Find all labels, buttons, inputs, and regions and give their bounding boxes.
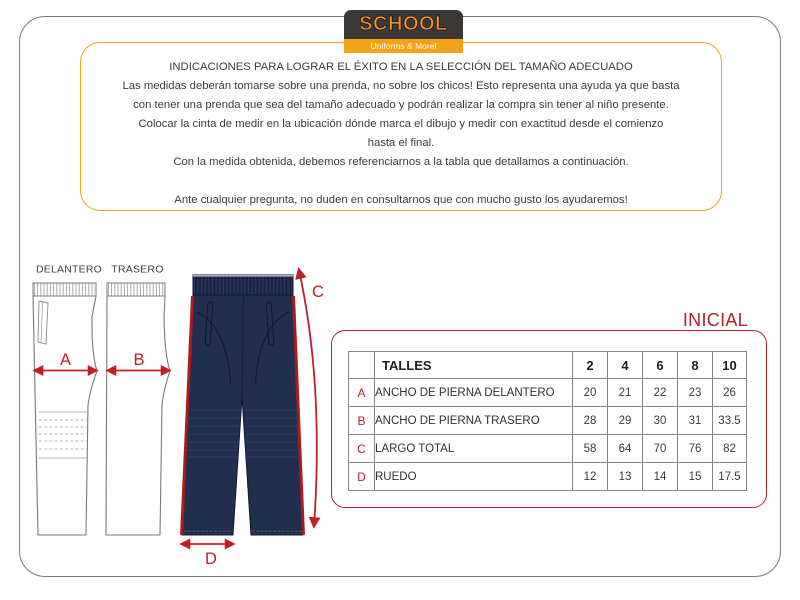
size-table-header-row <box>349 352 747 379</box>
instructions-line: hasta el final. <box>367 137 435 149</box>
row-value: 26 <box>713 379 747 407</box>
row-label: RUEDO <box>375 463 573 491</box>
table-row <box>349 407 747 435</box>
instructions-line: Las medidas deberán tomarse sobre una prenda, no sobre los chicos! Esto representa una ayuda ya que basta <box>122 80 680 92</box>
instructions-line: Colocar la cinta de medir en la ubicación dónde marca el dibujo y medir con exactitud desde el comienzo <box>138 118 664 130</box>
row-label: ANCHO DE PIERNA DELANTERO <box>375 379 573 407</box>
instructions-footer: Ante cualquier pregunta, no duden en consultarnos que con mucho gusto los ayudaremos! <box>174 194 628 206</box>
measure-label-c: C <box>312 283 324 301</box>
front-pocket-detail <box>38 301 48 344</box>
front-diagram-label: DELANTERO <box>36 263 102 276</box>
table-row <box>349 463 747 491</box>
header-corner-cell <box>349 352 375 379</box>
row-value: 21 <box>608 379 643 407</box>
school-logo <box>344 10 463 53</box>
row-key: D <box>349 463 375 491</box>
row-value: 15 <box>678 463 713 491</box>
header-size-cell: 2 <box>573 352 608 379</box>
back-diagram-label: TRASERO <box>111 263 164 276</box>
measure-label-a: A <box>59 351 72 369</box>
instructions-title: INDICACIONES PARA LOGRAR EL ÉXITO EN LA SELECCIÓN DEL TAMAÑO ADECUADO <box>169 61 633 73</box>
row-value: 70 <box>643 435 678 463</box>
row-key: A <box>349 379 375 407</box>
instructions-line: Con la medida obtenida, debemos referenciarnos a la tabla que detallamos a continuación. <box>173 156 629 168</box>
row-label: ANCHO DE PIERNA TRASERO <box>375 407 573 435</box>
pants-waistband <box>193 275 293 295</box>
row-value: 23 <box>678 379 713 407</box>
row-value: 13 <box>608 463 643 491</box>
row-key: C <box>349 435 375 463</box>
size-table <box>348 351 747 491</box>
instructions-line: con tener una prenda que sea del tamaño adecuado y podrán realizar la compra sin tener al niño presente. <box>133 99 669 111</box>
row-label: LARGO TOTAL <box>375 435 573 463</box>
row-value: 82 <box>713 435 747 463</box>
row-value: 76 <box>678 435 713 463</box>
row-value: 58 <box>573 435 608 463</box>
navy-pants-illustration <box>182 275 304 535</box>
section-title-inicial: INICIAL <box>682 310 748 330</box>
header-size-cell: 10 <box>713 352 747 379</box>
instructions-box <box>80 42 722 211</box>
row-value: 31 <box>678 407 713 435</box>
front-leg-drawing <box>33 283 97 535</box>
table-row <box>349 435 747 463</box>
logo-tagline-bar <box>344 39 463 53</box>
back-leg-drawing <box>106 283 170 535</box>
row-value: 22 <box>643 379 678 407</box>
header-talles-cell: TALLES <box>375 352 573 379</box>
row-value: 12 <box>573 463 608 491</box>
header-size-cell: 4 <box>608 352 643 379</box>
measure-arrow-d <box>182 544 233 568</box>
header-size-cell: 6 <box>643 352 678 379</box>
instructions-spacer <box>89 172 713 191</box>
pants-measurement-diagram <box>20 255 340 575</box>
row-value: 17.5 <box>713 463 747 491</box>
row-value: 20 <box>573 379 608 407</box>
measure-label-b: B <box>133 351 145 369</box>
measure-label-d: D <box>205 550 217 568</box>
table-row <box>349 379 747 407</box>
row-value: 33.5 <box>713 407 747 435</box>
row-value: 64 <box>608 435 643 463</box>
logo-tagline: Uniforms & Morel <box>370 41 437 51</box>
logo-wordmark: SCHOOL <box>359 13 448 35</box>
header-size-cell: 8 <box>678 352 713 379</box>
row-value: 14 <box>643 463 678 491</box>
logo-top-panel <box>344 10 463 39</box>
row-value: 30 <box>643 407 678 435</box>
row-key: B <box>349 407 375 435</box>
row-value: 29 <box>608 407 643 435</box>
row-value: 28 <box>573 407 608 435</box>
